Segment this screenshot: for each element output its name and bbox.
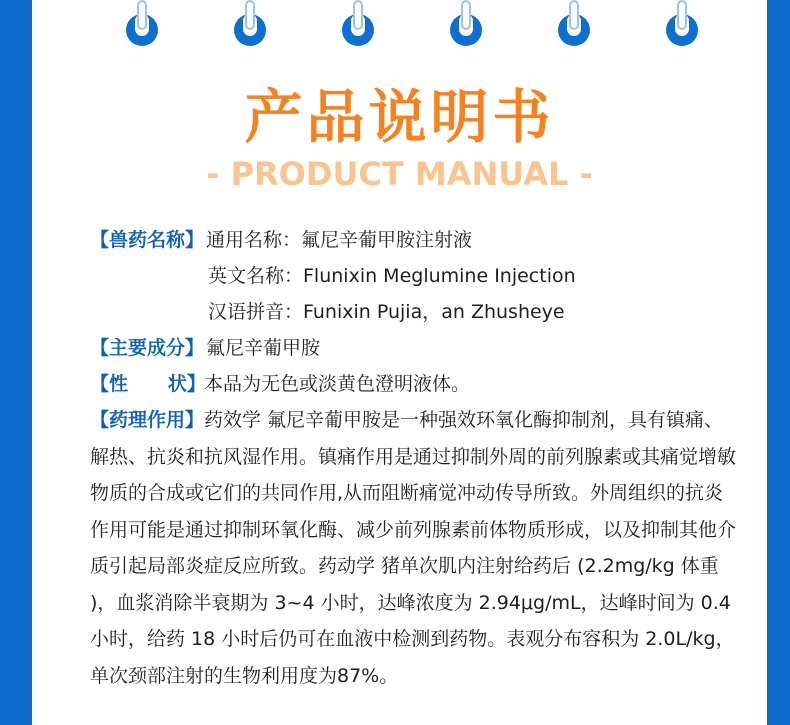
binder-ring — [228, 0, 272, 50]
ingredient-value: 氟尼辛葡甲胺 — [206, 337, 321, 359]
page-subtitle: - PRODUCT MANUAL - — [206, 155, 593, 193]
property-row — [90, 366, 740, 402]
pharmacology-label: 【药理作用】 — [90, 409, 205, 431]
binder-ring — [552, 0, 596, 50]
pinyin-name: 汉语拼音：Funixin Pujia，an Zhusheye — [208, 301, 565, 323]
ingredient-label: 【主要成分】 — [90, 337, 205, 359]
english-name: 英文名称：Flunixin Meglumine Injection — [208, 265, 576, 287]
vet-name-row — [90, 222, 740, 258]
ingredient-row — [90, 330, 740, 366]
binder-rings — [32, 0, 767, 50]
generic-name: 通用名称：氟尼辛葡甲胺注射液 — [206, 229, 473, 251]
pharmacology-text: 药效学 氟尼辛葡甲胺是一种强效环氧化酶抑制剂，具有镇痛、解热、抗炎和抗风湿作用。镇痛作用是通过抑制外周的前列腺素或其痛觉增敏物质的合成或它们的共同作用,从而阻断痛觉冲动传导所致。外周组织的抗炎作用可能是通过抑制环氧化酶、减少前列腺素前体物质形成，以及抑制其他介质引起局部炎症反应所致。药动学 猪单次肌内注射给药后 (2.2mg/kg 体重 )，血浆消除半衰期为 3~4 小时，达峰浓度为 2.94μg/mL，达峰时间为 0.4 小时，给药 18 小时后仍可在血液中检测到药物。表观分布容积为 2.0L/kg，单次颈部注射的生物利用度为87%。 — [90, 409, 737, 687]
binder-ring — [336, 0, 380, 50]
manual-content — [90, 222, 740, 694]
page-title: 产品说明书 — [244, 83, 555, 151]
binder-ring — [660, 0, 704, 50]
binder-ring — [444, 0, 488, 50]
manual-card — [32, 0, 767, 725]
property-value: 本品为无色或淡黄色澄明液体。 — [204, 373, 471, 395]
pharmacology-paragraph — [90, 402, 740, 694]
vet-name-label: 【兽药名称】 — [90, 229, 205, 251]
property-label: 【性 状】 — [90, 373, 206, 395]
binder-ring — [120, 0, 164, 50]
